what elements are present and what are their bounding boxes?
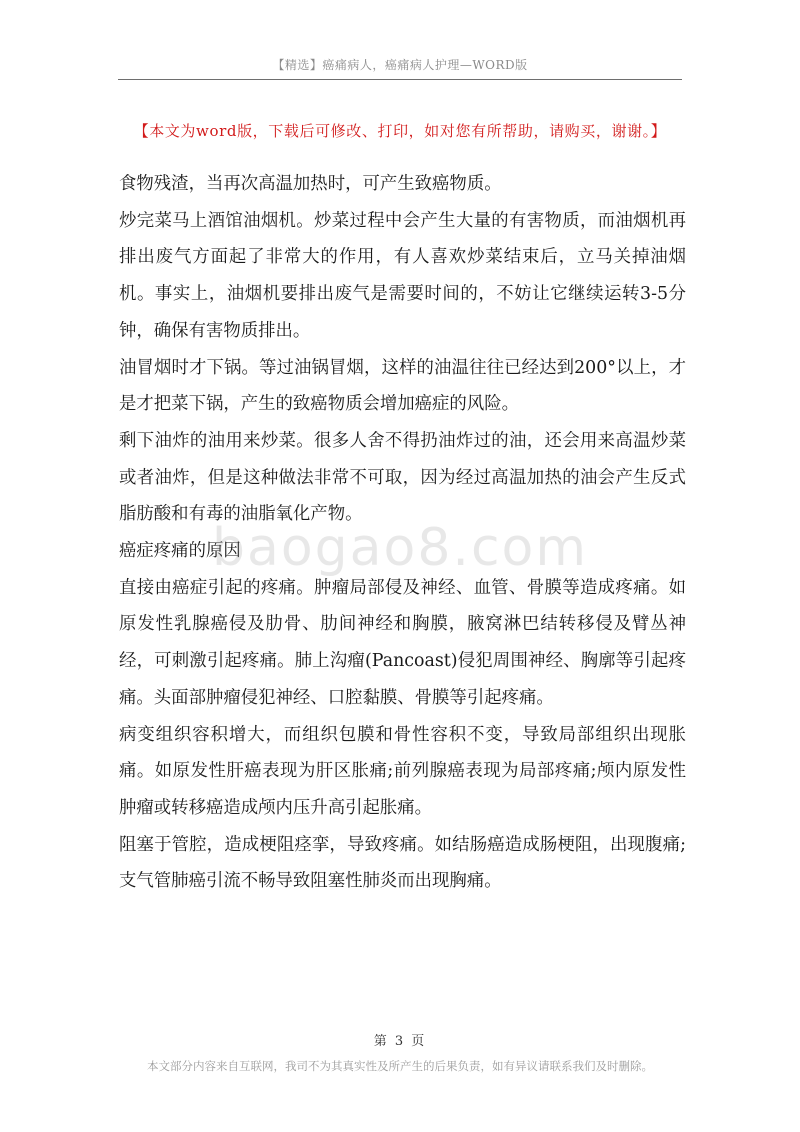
paragraph: 油冒烟时才下锅。等过油锅冒烟，这样的油温往往已经达到200°以上，才是才把菜下锅，产生的致癌物质会增加癌症的风险。 [119, 357, 686, 415]
paragraph: 剩下油炸的油用来炒菜。很多人舍不得扔油炸过的油，还会用来高温炒菜或者油炸，但是这种做法非常不可取，因为经过高温加热的油会产生反式脂肪酸和有毒的油脂氧化产物。 [119, 430, 686, 525]
section-heading: 癌症疼痛的原因 [119, 541, 241, 562]
watermark: baogao8.com [211, 518, 589, 578]
header-divider [118, 79, 682, 80]
paragraph: 食物残渣，当再次高温加热时，可产生致癌物质。 [119, 174, 502, 194]
page-number: 第 3 页 [373, 1034, 427, 1049]
paragraph: 炒完菜马上酒馆油烟机。炒菜过程中会产生大量的有害物质，而油烟机再排出废气方面起了非常大的作用，有人喜欢炒菜结束后，立马关掉油烟机。事实上，油烟机要排出废气是需要时间的，不妨让它继续运转3-5分钟，确保有害物质排出。 [119, 210, 686, 341]
footer-disclaimer: 本文部分内容来自互联网，我司不为其真实性及所产生的后果负责，如有异议请联系我们及时删除。 [147, 1059, 653, 1073]
download-notice: 【本文为word版，下载后可修改、打印，如对您有所帮助，请购买，谢谢。】 [133, 122, 667, 140]
document-header: 【精选】癌痛病人，癌痛病人护理—WORD版 [272, 58, 528, 72]
paragraph: 直接由癌症引起的疼痛。肿瘤局部侵及神经、血管、骨膜等造成疼痛。如原发性乳腺癌侵及肋骨、肋间神经和胸膜，腋窝淋巴结转移侵及臂丛神经，可刺激引起疼痛。肺上沟瘤(Pancoast)侵犯周围神经、胸廓等引起疼痛。头面部肿瘤侵犯神经、口腔黏膜、骨膜等引起疼痛。 [119, 577, 686, 708]
paragraph: 阻塞于管腔，造成梗阻痉挛，导致疼痛。如结肠癌造成肠梗阻，出现腹痛;支气管肺癌引流不畅导致阻塞性肺炎而出现胸痛。 [119, 834, 686, 892]
document-body [119, 166, 686, 900]
paragraph: 病变组织容积增大，而组织包膜和骨性容积不变，导致局部组织出现胀痛。如原发性肝癌表现为肝区胀痛;前列腺癌表现为局部疼痛;颅内原发性肿瘤或转移癌造成颅内压升高引起胀痛。 [119, 724, 686, 818]
